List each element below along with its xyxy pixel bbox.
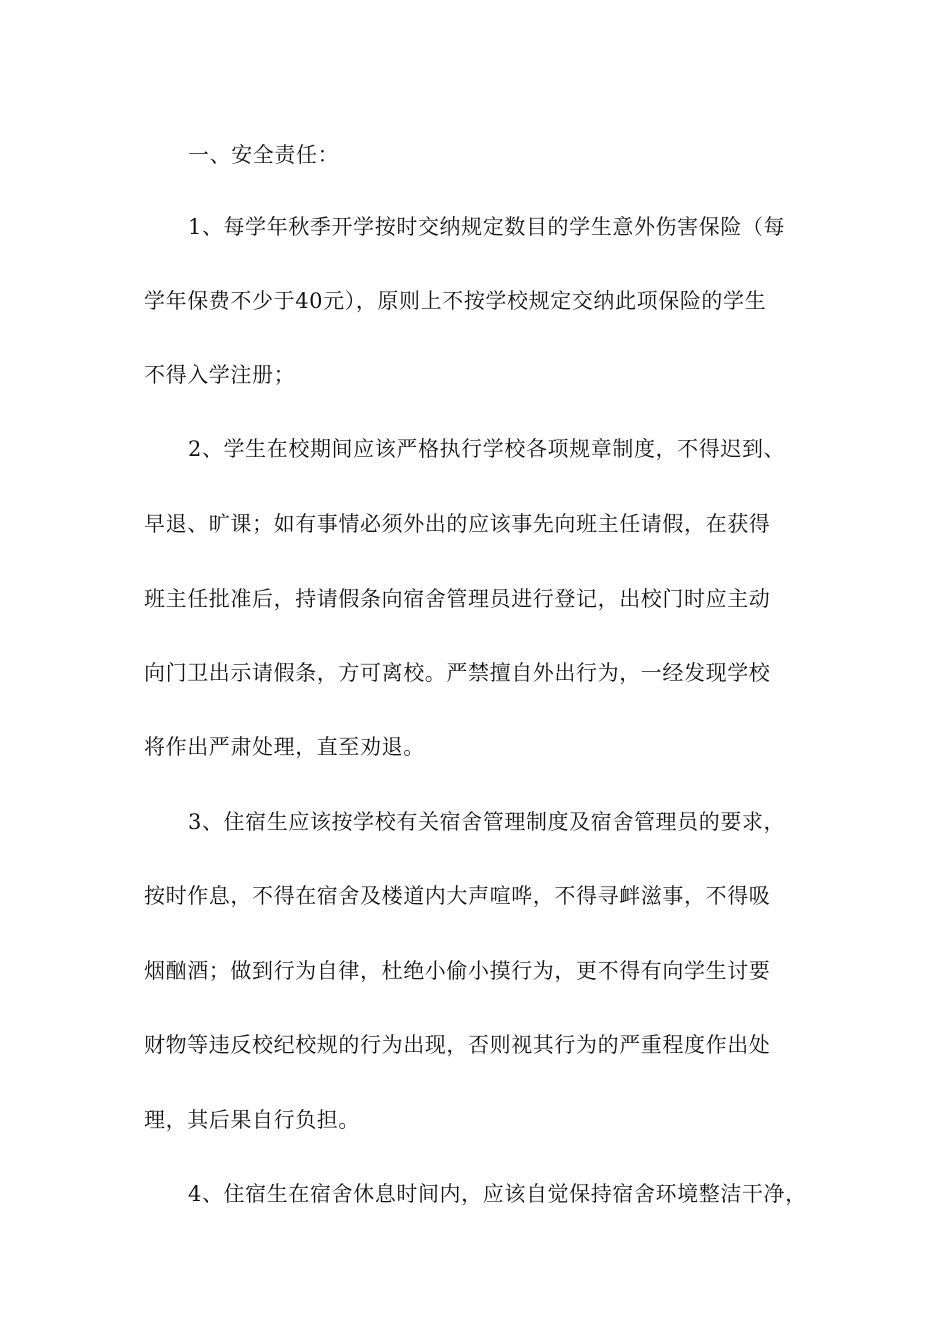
paragraph-line: 理，其后果自行负担。 <box>144 1108 360 1132</box>
section-heading: 一、安全责任： <box>188 143 340 167</box>
paragraph-line: 2、学生在校期间应该严格执行学校各项规章制度，不得迟到、 <box>188 437 786 461</box>
paragraph-line: 将作出严肃处理，直至劝退。 <box>144 735 425 759</box>
paragraph-line: 按时作息，不得在宿舍及楼道内大声喧哗，不得寻衅滋事，不得吸 <box>144 884 771 908</box>
paragraph-line: 学年保费不少于40元），原则上不按学校规定交纳此项保险的学生 <box>144 289 767 313</box>
paragraph-line: 1、每学年秋季开学按时交纳规定数目的学生意外伤害保险（每 <box>188 215 786 239</box>
paragraph-line: 财物等违反校纪校规的行为出现，否则视其行为的严重程度作出处 <box>144 1033 771 1057</box>
paragraph-line: 早退、旷课；如有事情必须外出的应该事先向班主任请假，在获得 <box>144 512 771 536</box>
paragraph-line: 向门卫出示请假条，方可离校。严禁擅自外出行为，一经发现学校 <box>144 661 771 685</box>
paragraph-line: 班主任批准后，持请假条向宿舍管理员进行登记，出校门时应主动 <box>144 587 771 611</box>
paragraph-line: 烟酗酒；做到行为自律，杜绝小偷小摸行为，更不得有向学生讨要 <box>144 959 771 983</box>
paragraph-line: 4、住宿生在宿舍休息时间内，应该自觉保持宿舍环境整洁干净， <box>188 1182 807 1206</box>
paragraph-line: 不得入学注册； <box>144 363 296 387</box>
paragraph-line: 3、住宿生应该按学校有关宿舍管理制度及宿舍管理员的要求， <box>188 810 786 834</box>
